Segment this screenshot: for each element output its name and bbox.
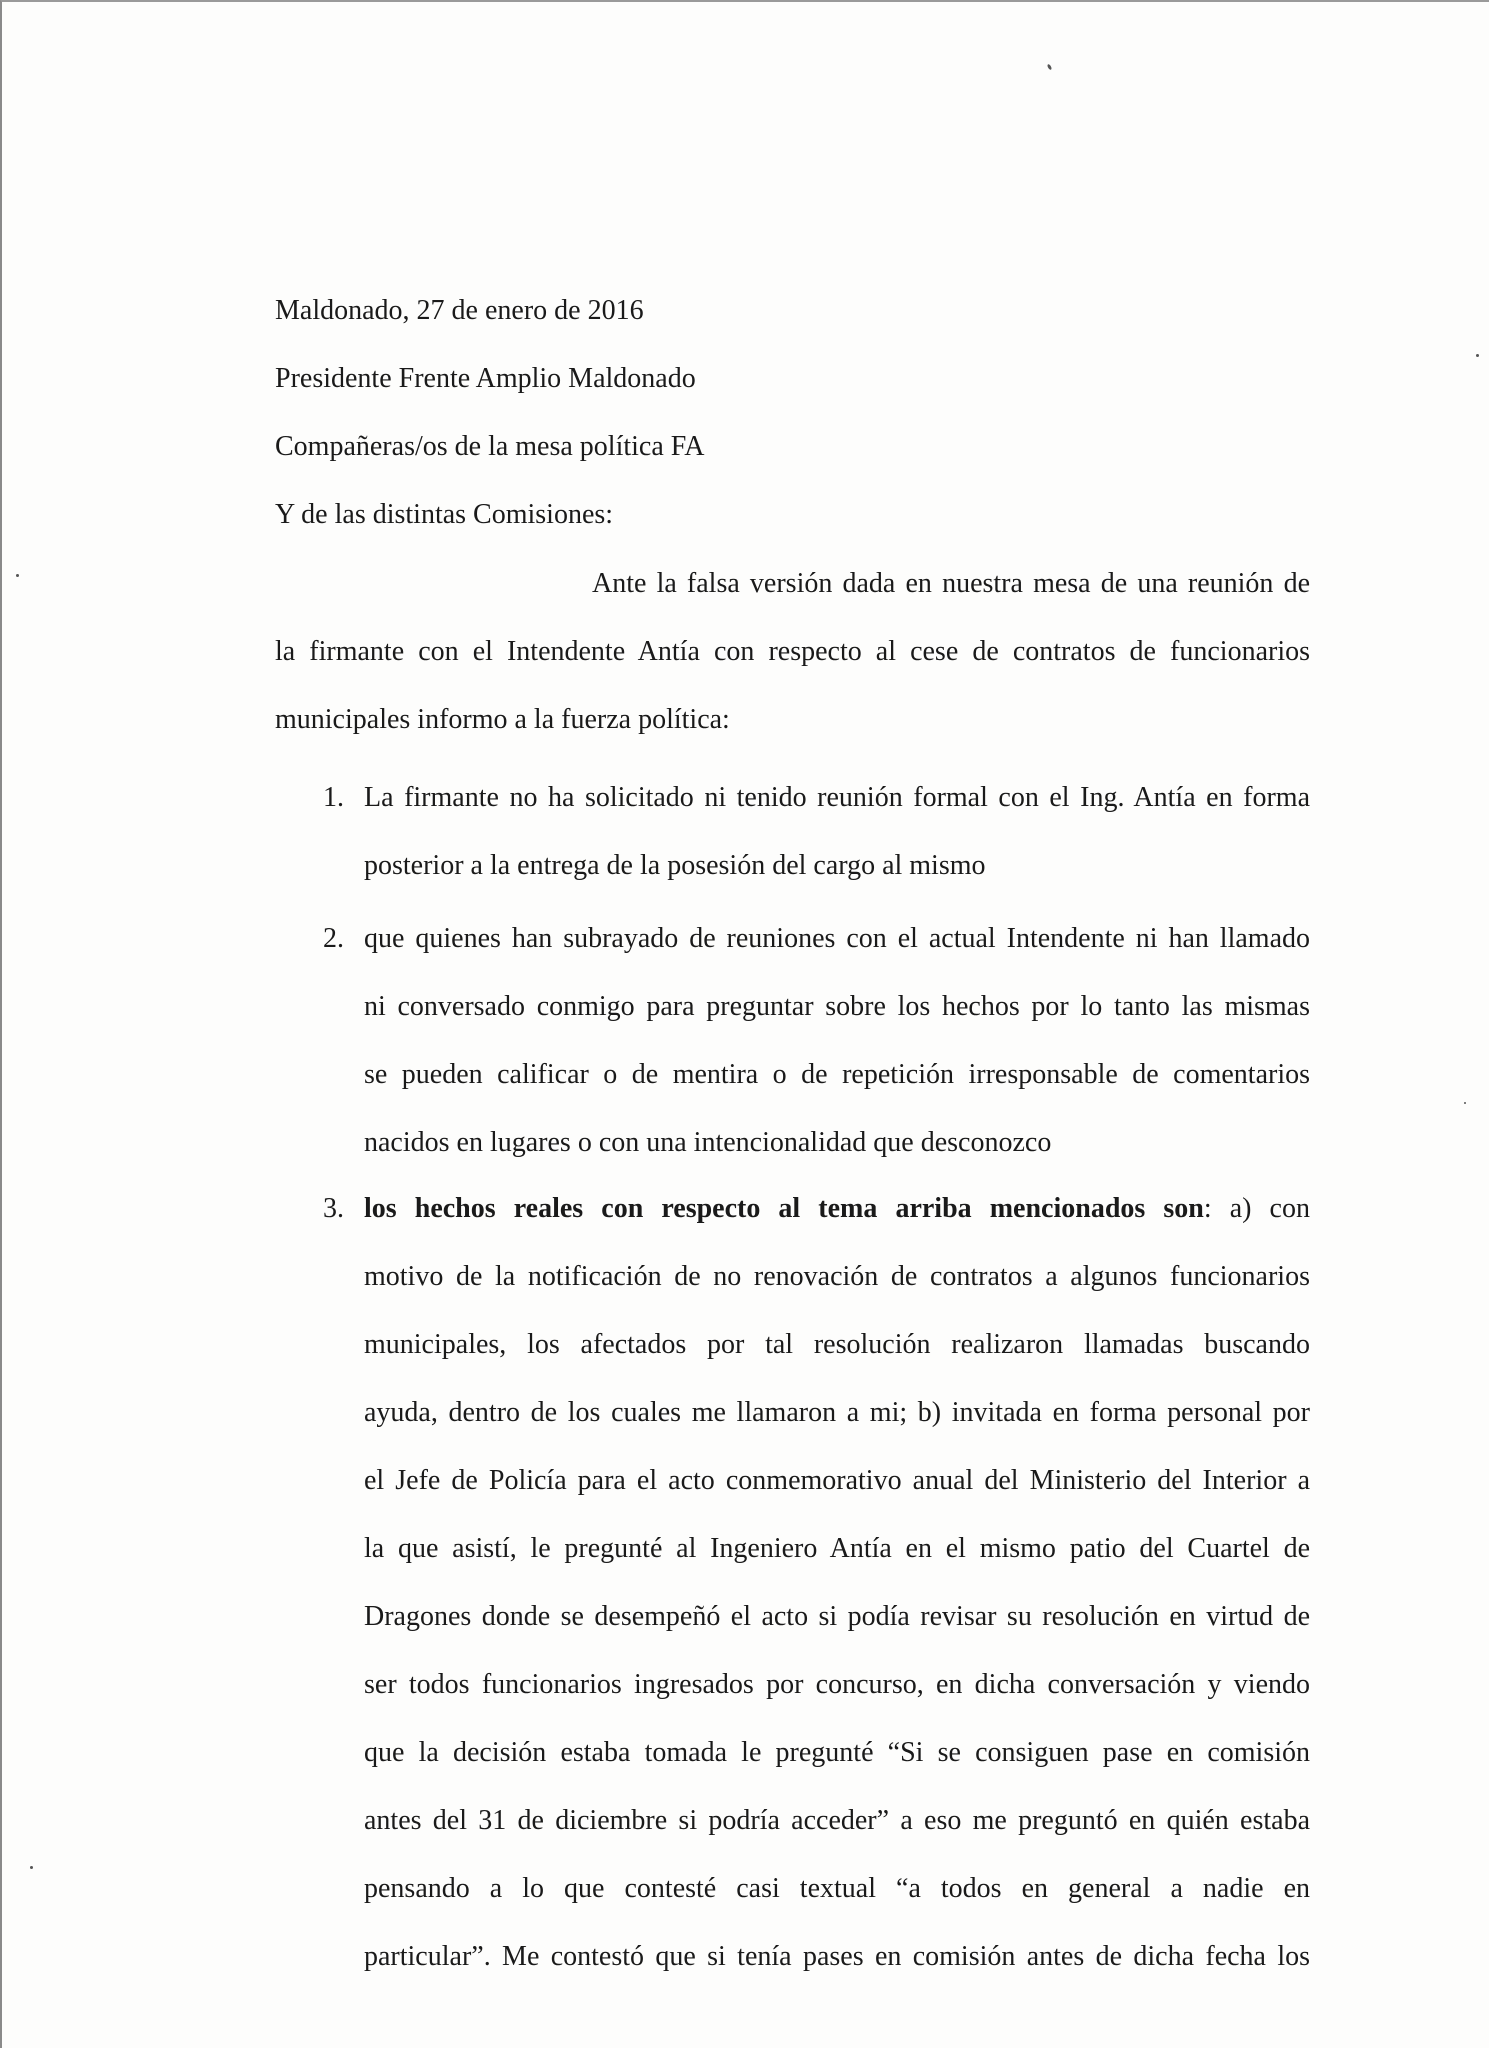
item-number: 3.: [323, 1193, 344, 1224]
intro-line: la firmante con el Intendente Antía con respecto al cese de contratos de funcionarios: [275, 636, 1310, 667]
scan-speck: [1464, 1102, 1466, 1104]
item-line: ser todos funcionarios ingresados por concurso, en dicha conversación y viendo: [364, 1669, 1310, 1700]
item-line: ni conversado conmigo para preguntar sobre los hechos por lo tanto las mismas: [364, 991, 1310, 1022]
item-number: 1.: [323, 782, 344, 813]
item-line: ayuda, dentro de los cuales me llamaron a mi; b) invitada en forma personal por: [364, 1397, 1310, 1428]
scan-speck: [1047, 64, 1053, 71]
item-line: municipales, los afectados por tal resolución realizaron llamadas buscando: [364, 1329, 1310, 1360]
recipient-line: Presidente Frente Amplio Maldonado: [275, 363, 696, 394]
item-line: antes del 31 de diciembre si podría acceder” a eso me preguntó en quién estaba: [364, 1805, 1310, 1836]
item-line: Dragones donde se desempeñó el acto si podía revisar su resolución en virtud de: [364, 1601, 1310, 1632]
recipient-line: Compañeras/os de la mesa política FA: [275, 431, 705, 462]
item-line: que quienes han subrayado de reuniones con el actual Intendente ni han llamado: [364, 923, 1310, 954]
item-line: particular”. Me contestó que si tenía pases en comisión antes de dicha fecha los: [364, 1941, 1310, 1972]
bold-lead: los hechos reales con respecto al tema arriba mencionados son: [364, 1193, 1204, 1224]
lead-rest: : a) con: [1203, 1193, 1310, 1224]
item-line: nacidos en lugares o con una intencionalidad que desconozco: [364, 1127, 1052, 1158]
recipient-line: Y de las distintas Comisiones:: [275, 499, 614, 530]
scan-speck: [1476, 354, 1479, 357]
item-line: el Jefe de Policía para el acto conmemorativo anual del Ministerio del Interior a: [364, 1465, 1310, 1496]
date-line: Maldonado, 27 de enero de 2016: [275, 295, 644, 326]
item-line: se pueden calificar o de mentira o de repetición irresponsable de comentarios: [364, 1059, 1310, 1090]
item-line: la que asistí, le pregunté al Ingeniero Antía en el mismo patio del Cuartel de: [364, 1533, 1310, 1564]
item-line: posterior a la entrega de la posesión del cargo al mismo: [364, 850, 986, 881]
intro-line: municipales informo a la fuerza política:: [275, 704, 730, 735]
scan-speck: [16, 574, 19, 577]
item-number: 2.: [323, 923, 344, 954]
item-lead-line: [364, 1192, 1310, 1226]
intro-line: Ante la falsa versión dada en nuestra mesa de una reunión de: [592, 568, 1310, 599]
scan-speck: [30, 1866, 33, 1869]
item-line: pensando a lo que contesté casi textual “a todos en general a nadie en: [364, 1873, 1310, 1904]
item-line: motivo de la notificación de no renovación de contratos a algunos funcionarios: [364, 1261, 1310, 1292]
item-line: que la decisión estaba tomada le pregunté “Si se consiguen pase en comisión: [364, 1737, 1310, 1768]
item-line: La firmante no ha solicitado ni tenido reunión formal con el Ing. Antía en forma: [364, 782, 1310, 813]
